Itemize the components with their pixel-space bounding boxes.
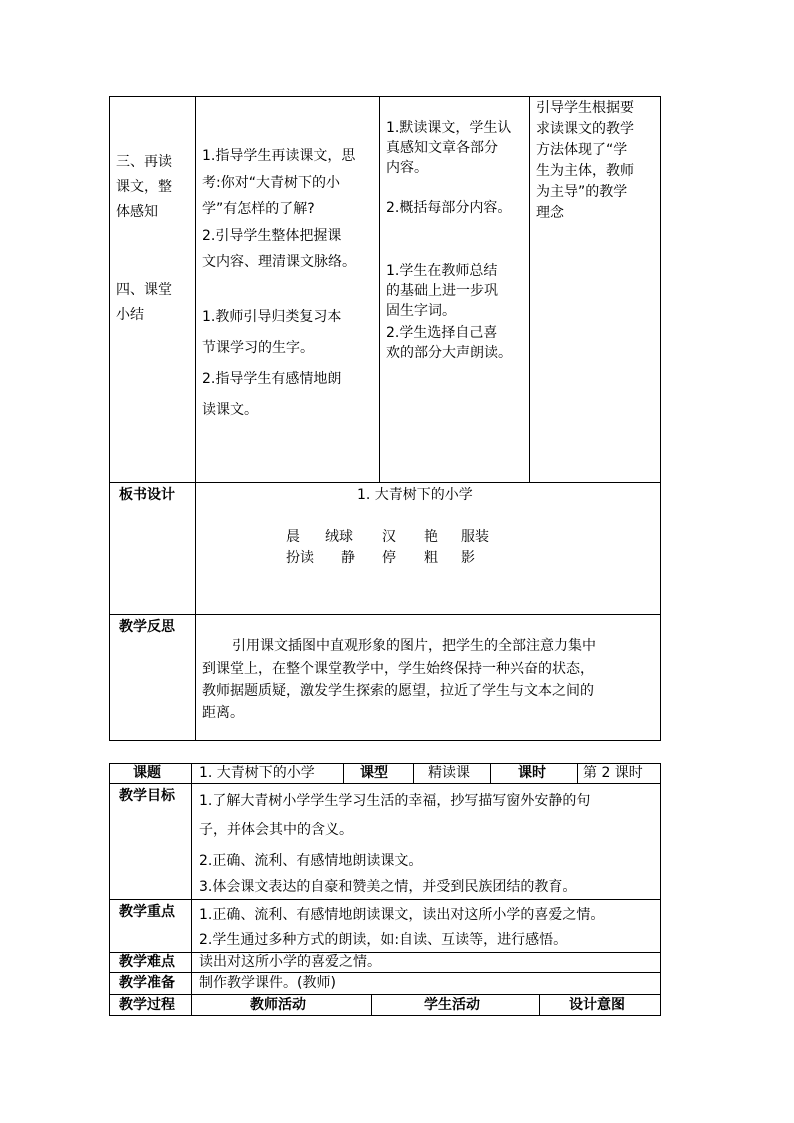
goal-line: 子，并体会其中的含义。 <box>199 822 353 838</box>
period-value: 第 2 课时 <box>583 765 643 781</box>
key-points-label: 教学重点 <box>119 904 175 920</box>
teacher-line: 考:你对“大青树下的小 <box>202 175 340 191</box>
stage-line: 课文，整 <box>116 179 172 195</box>
stage-line: 四、课堂 <box>116 282 172 298</box>
goal-line: 2.正确、流利、有感情地朗读课文。 <box>199 853 423 869</box>
stage-line: 体感知 <box>116 204 158 220</box>
design-intent-header: 设计意图 <box>569 997 625 1013</box>
student-line: 固生字词。 <box>386 303 456 319</box>
reflection-line: 引用课文插图中直观形象的图片，把学生的全部注意力集中 <box>232 638 596 654</box>
key-point-line: 1.正确、流利、有感情地朗读课文，读出对这所小学的喜爱之情。 <box>199 907 605 923</box>
board-word: 粗 <box>424 550 438 566</box>
reflection-line: 距离。 <box>202 705 244 721</box>
difficulty-label: 教学难点 <box>119 954 175 970</box>
goals-label: 教学目标 <box>119 788 175 804</box>
process-label: 教学过程 <box>119 997 175 1013</box>
student-line: 1.默读课文，学生认 <box>386 120 512 136</box>
reflection-line: 教师据题质疑，激发学生探索的愿望，拉近了学生与文本之间的 <box>202 683 594 699</box>
teacher-line: 2.指导学生有感情地朗 <box>202 371 342 387</box>
board-word: 停 <box>382 550 396 566</box>
student-line: 2.学生选择自己喜 <box>386 325 498 341</box>
teacher-line: 1.教师引导归类复习本 <box>202 309 342 325</box>
teacher-line: 读课文。 <box>202 402 258 418</box>
reflection-line: 到课堂上，在整个课堂教学中，学生始终保持一种兴奋的状态， <box>202 661 594 677</box>
board-word: 绒球 <box>325 529 353 545</box>
preparation-label: 教学准备 <box>119 975 175 991</box>
student-line: 内容。 <box>386 160 428 176</box>
preparation-value: 制作教学课件。(教师) <box>199 975 336 991</box>
intent-line: 引导学生根据要 <box>536 100 634 116</box>
board-word: 艳 <box>424 529 438 545</box>
board-word: 晨 <box>286 529 300 545</box>
period-label: 课时 <box>518 765 546 781</box>
student-line: 真感知文章各部分 <box>386 140 498 156</box>
intent-line: 求读课文的教学 <box>536 121 634 137</box>
topic-label: 课题 <box>133 765 161 781</box>
intent-line: 生为主体，教师 <box>536 163 634 179</box>
goal-line: 3.体会课文表达的自豪和赞美之情，并受到民族团结的教育。 <box>199 879 577 895</box>
board-design-label: 板书设计 <box>119 487 175 503</box>
lesson-type-value: 精读课 <box>428 765 470 781</box>
goal-line: 1.了解大青树小学学生学习生活的幸福，抄写描写窗外安静的句 <box>199 793 591 809</box>
stage-line: 三、再读 <box>116 154 172 170</box>
intent-line: 方法体现了“学 <box>536 142 628 158</box>
teacher-line: 2.引导学生整体把握课 <box>202 228 342 244</box>
student-line: 欢的部分大声朗读。 <box>386 345 512 361</box>
teacher-line: 节课学习的生字。 <box>202 340 314 356</box>
student-line: 2.概括每部分内容。 <box>386 200 512 216</box>
student-activity-header: 学生活动 <box>424 997 480 1013</box>
teacher-line: 1.指导学生再读课文，思 <box>202 148 356 164</box>
intent-line: 理念 <box>536 205 564 221</box>
board-word: 静 <box>341 550 355 566</box>
reflection-label: 教学反思 <box>119 619 175 635</box>
board-word: 服装 <box>461 529 489 545</box>
board-word: 扮读 <box>286 550 314 566</box>
teacher-line: 文内容、理清课文脉络。 <box>202 254 356 270</box>
board-word: 影 <box>461 550 475 566</box>
student-line: 1.学生在教师总结 <box>386 263 498 279</box>
topic-value: 1. 大青树下的小学 <box>199 765 315 781</box>
student-line: 的基础上进一步巩 <box>386 283 498 299</box>
lesson-type-label: 课型 <box>360 765 388 781</box>
stage-line: 小结 <box>116 307 144 323</box>
teacher-activity-header: 教师活动 <box>250 997 306 1013</box>
difficulty-value: 读出对这所小学的喜爱之情。 <box>199 954 381 970</box>
intent-line: 为主导”的教学 <box>536 184 628 200</box>
board-word: 汉 <box>382 529 396 545</box>
teacher-line: 学”有怎样的了解? <box>202 201 315 217</box>
key-point-line: 2.学生通过多种方式的朗读，如:自读、互读等，进行感悟。 <box>199 932 568 948</box>
board-design-title: 1. 大青树下的小学 <box>357 487 473 503</box>
